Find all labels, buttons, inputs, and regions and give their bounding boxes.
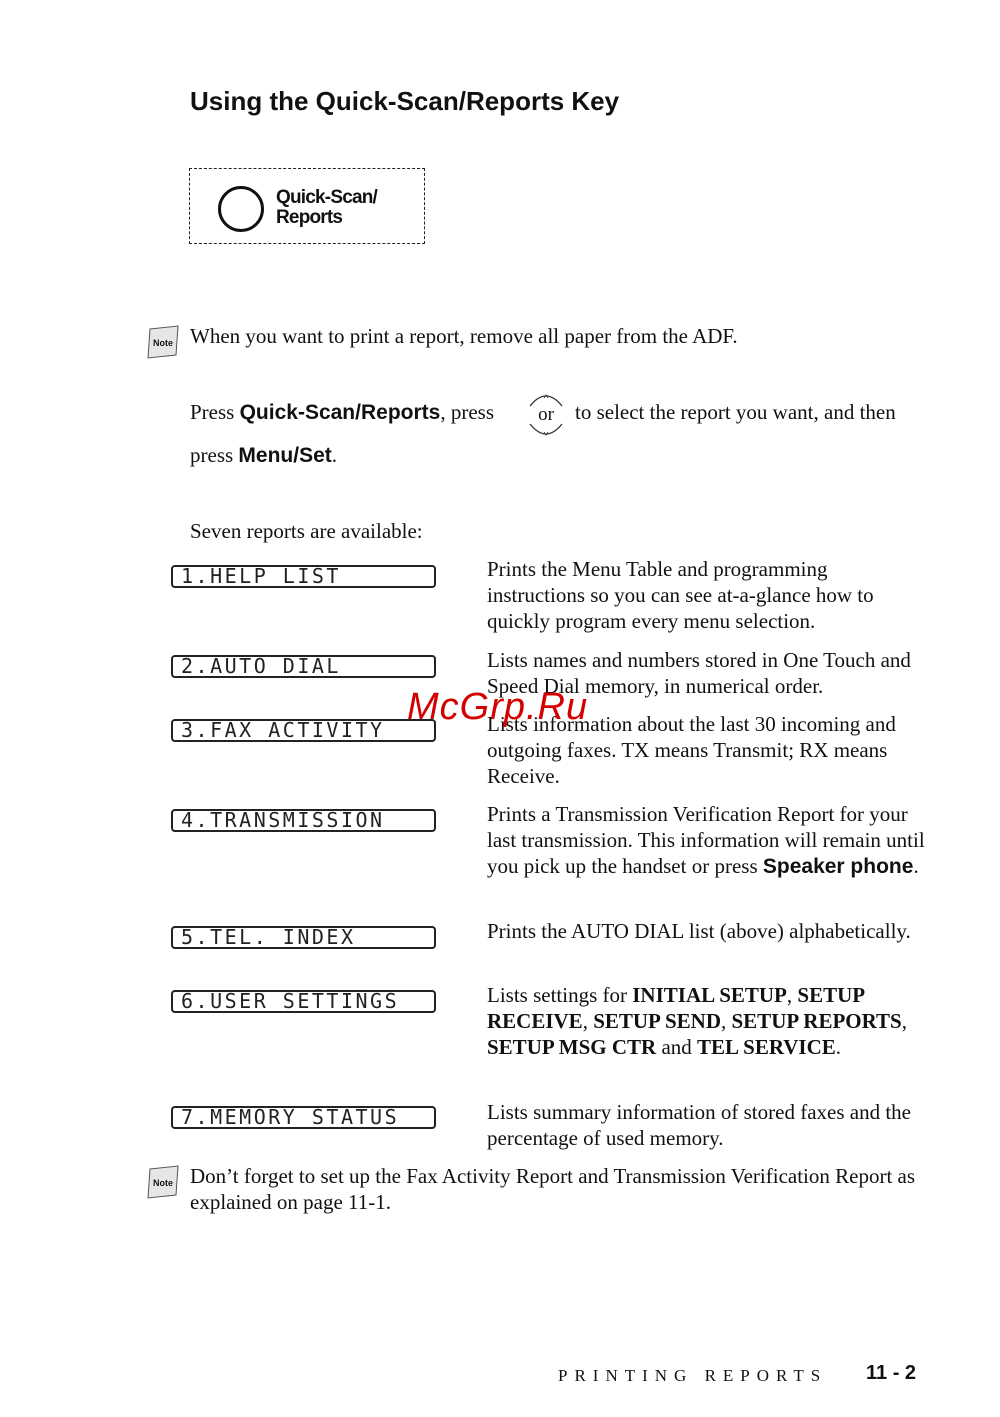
report-description: Lists information about the last 30 incoming and outgoing faxes. TX means Transmit; RX means Receive. <box>487 712 896 788</box>
svg-text:or: or <box>538 404 554 425</box>
page-title: Using the Quick-Scan/Reports Key <box>190 86 620 116</box>
report-description: Prints the AUTO DIAL list (above) alphabetically. <box>487 919 911 943</box>
page-number: 11 - 2 <box>866 1362 917 1384</box>
lcd-display-memory-status: 7.MEMORY STATUS <box>171 1106 436 1129</box>
note-text: When you want to print a report, remove all paper from the ADF. <box>190 324 738 348</box>
report-description: Lists settings for INITIAL SETUP, SETUP RECEIVE, SETUP SEND, SETUP REPORTS, SETUP MSG CTR and TEL SERVICE. <box>487 983 907 1059</box>
section-intro: Seven reports are available: <box>190 519 423 543</box>
lcd-display-transmission: 4.TRANSMISSION <box>171 809 436 832</box>
instruction-line: press Menu/Set. <box>190 443 338 467</box>
report-description: Lists summary information of stored faxes and the percentage of used memory. <box>487 1100 911 1150</box>
lcd-display-fax-activity: 3.FAX ACTIVITY <box>171 719 436 742</box>
lcd-display-auto-dial: 2.AUTO DIAL <box>171 655 436 678</box>
key-name: Menu/Set <box>238 444 332 467</box>
instruction-line: Press Quick-Scan/Reports, press <box>190 400 494 424</box>
svg-text:Note: Note <box>153 338 173 348</box>
report-description: Prints the Menu Table and programming instructions so you can see at-a-glance how to quickly program every menu selection. <box>487 557 874 633</box>
round-key-button-icon <box>218 186 264 232</box>
key-name: Quick-Scan/Reports <box>239 401 441 424</box>
note-text: Don’t forget to set up the Fax Activity Report and Transmission Verification Report as explained on page 11-1. <box>190 1164 916 1214</box>
svg-text:Note: Note <box>153 1178 173 1188</box>
quick-scan-reports-key-illustration <box>189 168 425 244</box>
key-name: Speaker phone <box>762 855 914 878</box>
lcd-display-user-settings: 6.USER SETTINGS <box>171 990 436 1013</box>
note-icon <box>146 325 180 359</box>
lcd-display-tel-index: 5.TEL. INDEX <box>171 926 436 949</box>
instruction-line-cont: to select the report you want, and then <box>575 400 896 424</box>
key-label-line2: Reports <box>276 207 343 228</box>
navigation-arrows-icon <box>524 389 568 441</box>
key-label <box>276 188 377 228</box>
report-description: Lists names and numbers stored in One Touch and Speed Dial memory, in numerical order. <box>487 648 911 698</box>
key-label-line1: Quick-Scan/ <box>276 187 378 208</box>
watermark-text: McGrp.Ru <box>407 686 589 728</box>
footer-section-title: PRINTING REPORTS <box>558 1366 828 1385</box>
report-description: Prints a Transmission Verification Report for your last transmission. This information will remain until you pick up the handset or press Speaker phone. <box>487 802 925 878</box>
lcd-display-help-list: 1.HELP LIST <box>171 565 436 588</box>
note-icon <box>146 1165 180 1199</box>
